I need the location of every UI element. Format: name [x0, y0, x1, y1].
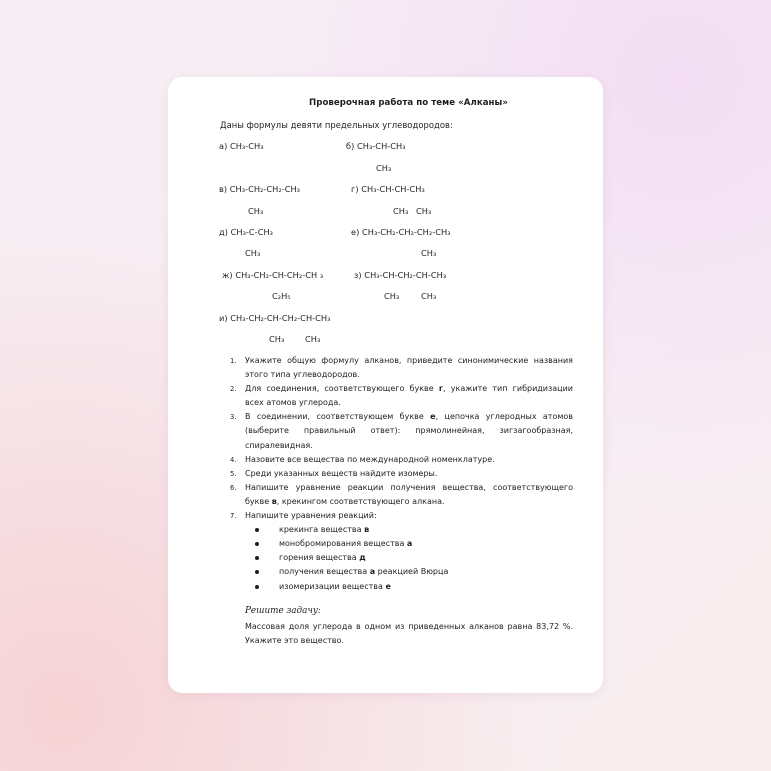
intro-text: Даны формулы девяти предельных углеводородов: — [220, 120, 453, 130]
formula-a: а) CH₃-CH₃ — [219, 141, 264, 151]
question-number: 1. — [230, 357, 237, 365]
formula-b-branch: CH₃ — [376, 163, 392, 173]
bullet-icon — [255, 556, 259, 560]
question-text: В соединении, соответствующем букве — [245, 412, 431, 422]
formula-zh-branch: C₂H₅ — [272, 291, 291, 301]
formula-g-branch-1: CH₃ — [393, 206, 409, 216]
question-text: Среди указанных веществ найдите изомеры. — [245, 468, 438, 478]
bullet-icon — [255, 585, 259, 589]
question-text: Напишите уравнения реакций: — [245, 511, 377, 521]
reaction-item — [245, 537, 573, 551]
formula-zh: ж) CH₃-CH₂-CH-CH₂-CH ₃ — [222, 270, 324, 280]
bullet-icon — [255, 570, 259, 574]
question-item — [230, 481, 573, 509]
reaction-letter: в — [364, 525, 370, 535]
question-text: , укажите тип гибридизации всех атомов углерода. — [245, 384, 574, 408]
question-letter: е — [430, 412, 436, 422]
questions-list — [230, 354, 573, 594]
document-page — [168, 77, 603, 693]
reaction-letter: а — [406, 539, 413, 549]
question-number: 7. — [230, 512, 237, 521]
question-number: 3. — [230, 413, 237, 422]
formula-i-branch-2: CH₃ — [305, 334, 321, 344]
formula-e: е) CH₃-CH₂-CH₂-CH₂-CH₃ — [351, 227, 451, 237]
reaction-item — [245, 580, 573, 594]
question-number: 2. — [230, 385, 237, 394]
question-text: Укажите общую формулу алканов, приведите синонимические названия этого типа углеводородов. — [245, 356, 573, 380]
reaction-text: монобромирования вещества — [279, 539, 407, 549]
formula-g-branch-2: CH₃ — [416, 206, 432, 216]
formula-i: и) CH₃-CH₂-CH-CH₂-CH-CH₃ — [219, 313, 331, 323]
formula-e-branch: CH₃ — [421, 248, 437, 258]
question-text: , крекингом соответствующего алкана. — [276, 496, 445, 506]
document-content — [168, 77, 603, 693]
reaction-text: получения вещества — [279, 567, 370, 577]
reaction-text: реакцией Вюрца — [375, 567, 449, 577]
reaction-item — [245, 523, 573, 537]
question-item — [230, 382, 573, 410]
question-item — [230, 354, 573, 382]
question-letter: в — [271, 496, 277, 506]
formula-i-branch-1: CH₃ — [269, 334, 285, 344]
question-item — [230, 410, 573, 452]
reaction-letter: а — [369, 567, 376, 577]
question-number: 5. — [230, 469, 237, 478]
bullet-icon — [255, 528, 259, 532]
reaction-letter: д — [359, 553, 366, 563]
question-text: , цепочка углеродных атомов (выберите правильный ответ): прямолинейная, зигзагообразная, спиралевидная. — [245, 412, 574, 450]
reaction-letter: е — [385, 581, 391, 591]
formula-z-branch-1: CH₃ — [384, 291, 400, 301]
question-item — [230, 453, 573, 467]
question-text: Напишите уравнение реакции получения вещества, соответствующего букве — [245, 482, 573, 506]
reactions-list — [245, 523, 573, 593]
reaction-item — [245, 551, 573, 565]
formula-d: д) CH₃-C-CH₃ — [219, 227, 273, 237]
question-letter: г — [438, 384, 444, 394]
reaction-text: горения вещества — [279, 553, 360, 563]
formula-g: г) CH₃-CH-CH-CH₃ — [351, 184, 425, 194]
question-item — [230, 509, 573, 594]
reaction-item — [245, 565, 573, 579]
question-text: Для соединения, соответствующего букве — [245, 384, 439, 394]
question-text: Назовите все вещества по международной номенклатуре. — [245, 454, 495, 464]
formula-b: б) CH₃-CH-CH₃ — [346, 141, 406, 151]
question-item — [230, 467, 573, 481]
formula-z: з) CH₃-CH-CH₂-CH-CH₃ — [354, 270, 447, 280]
bullet-icon — [255, 542, 259, 546]
task-heading: Решите задачу: — [245, 606, 321, 616]
formula-v: в) CH₃-CH₂-CH₂-CH₃ — [219, 184, 301, 194]
task-text: Массовая доля углерода в одном из приведенных алканов равна 83,72 %. Укажите это вещество. — [245, 622, 573, 646]
reaction-text: изомеризации вещества — [279, 581, 386, 591]
document-title: Проверочная работа по теме «Алканы» — [309, 98, 508, 108]
formula-v-branch: CH₃ — [248, 206, 264, 216]
formula-z-branch-2: CH₃ — [421, 291, 437, 301]
reaction-text: крекинга вещества — [279, 525, 365, 535]
question-number: 4. — [230, 455, 237, 464]
question-number: 6. — [230, 483, 237, 492]
formula-d-branch: CH₃ — [245, 248, 261, 258]
